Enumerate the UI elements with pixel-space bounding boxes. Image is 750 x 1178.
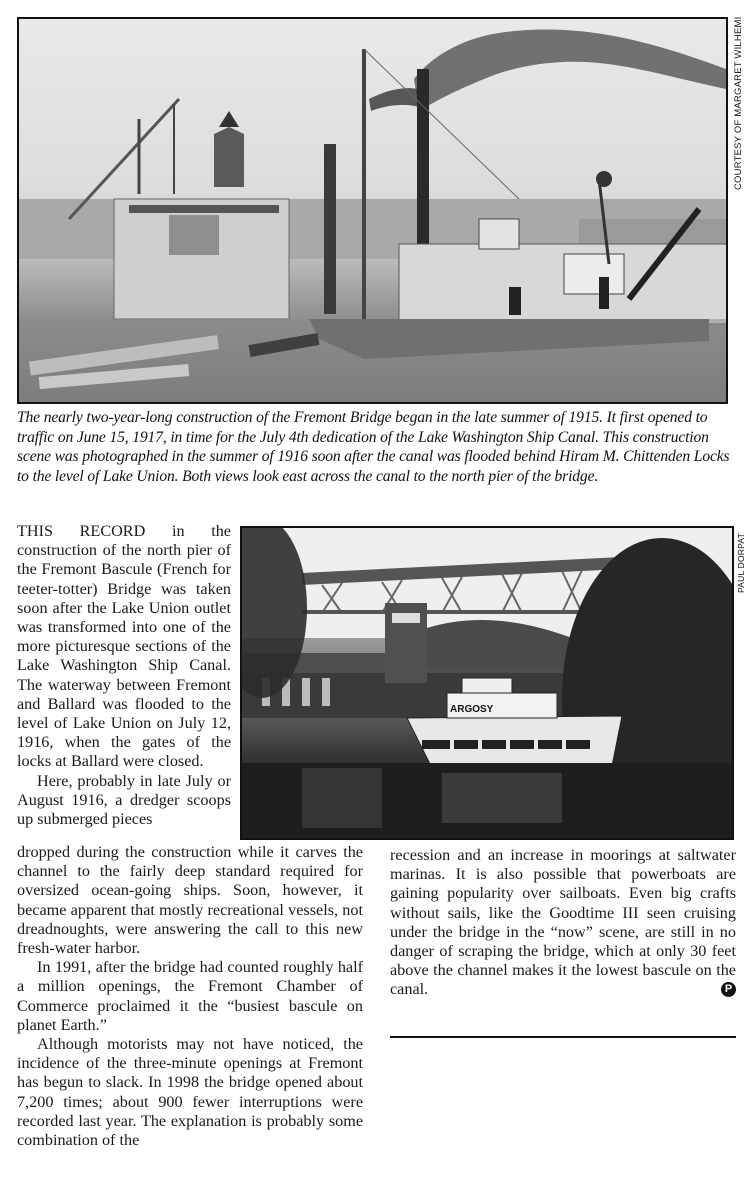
article-column-right xyxy=(390,846,736,1000)
historical-photo xyxy=(17,17,728,404)
modern-photo xyxy=(240,526,734,840)
article-paragraph-2-continued: dropped during the construction while it carves the channel to the fairly deep standard required for oversized ocean-going ships. Soon, however, it became apparent that mostly recreational vessels, not dreadnoughts, were answering the call to this new fresh-water harbor. xyxy=(17,843,363,958)
modern-photo-illustration xyxy=(242,528,732,838)
article-column-left-top xyxy=(17,522,231,829)
end-mark-icon: P xyxy=(721,982,736,997)
article-paragraph-2-start: Here, probably in late July or August 1916, a dredger scoops up submerged pieces xyxy=(17,771,231,829)
article-lead-in: THIS RECORD xyxy=(17,522,146,540)
article-paragraph-1-text: in the construction of the north pier of the Fremont Bascule (French for teeter-totter) Bridge was taken soon after the Lake Union outlet was transformed into one of the more picturesque sections of the Lake Washington Ship Canal. The waterway between Fremont and Ballard was flooded to the level of Lake Union on July 12, 1916, when the gates of the locks at Ballard were closed. xyxy=(17,522,231,771)
article-column-left-bottom xyxy=(17,843,363,1150)
article-paragraph-4-start: Although motorists may not have noticed, the incidence of the three-minute openings at Fremont has begun to slack. In 1998 the bridge opened about 7,200 times; about 900 fewer interruptions were recorded last year. The explanation is probably some combination of the xyxy=(17,1035,363,1150)
photo-credit-bottom: PAUL DORPAT xyxy=(736,533,746,593)
historical-photo-illustration xyxy=(19,19,726,402)
article-paragraph-1 xyxy=(17,522,231,772)
article-paragraph-4-continued xyxy=(390,846,736,1000)
photo-credit-top: COURTESY OF MARGARET WILHEMI xyxy=(733,16,744,190)
photo-caption: The nearly two-year-long construction of the Fremont Bridge began in the late summer of 1915. It first opened to traffic on June 15, 1917, in time for the July 4th dedication of the Lake Washington Ship Canal. This construction scene was photographed in the summer of 1916 soon after the canal was flooded behind Hiram M. Chittenden Locks to the level of Lake Union. Both views look east across the canal to the north pier of the bridge. xyxy=(17,409,730,485)
boat-name-sign: ARGOSY xyxy=(450,704,494,715)
article-paragraph-3: In 1991, after the bridge had counted roughly half a million openings, the Fremont Chamber of Commerce proclaimed it the “busiest bascule on planet Earth.” xyxy=(17,958,363,1034)
article-paragraph-4-text: recession and an increase in moorings at saltwater marinas. It is also possible that powerboats are gaining popularity over sailboats. Even big crafts without sails, like the Goodtime III seen cruising under the bridge in the “now” scene, are still in no danger of scraping the bridge, which at only 30 feet above the channel makes it the lowest bascule on the canal. xyxy=(390,846,736,999)
end-rule xyxy=(390,1036,736,1038)
